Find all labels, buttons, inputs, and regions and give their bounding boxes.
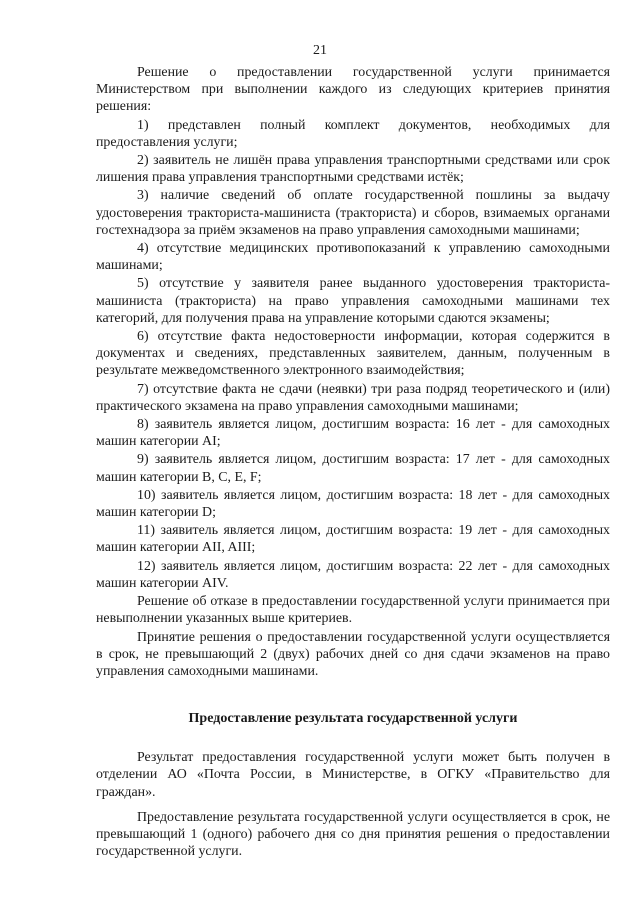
criterion-1: 1) представлен полный комплект документов, необходимых для предоставления услуги; [96, 117, 610, 150]
paragraph-result-term: Предоставление результата государственной услуги осуществляется в срок, не превышающий 1 (одного) рабочего дня со дня принятия решения о предоставлении государственной услуги. [96, 809, 610, 860]
criterion-6: 6) отсутствие факта недостоверности информации, которая содержится в документах и сведениях, представленных заявителем, данным, полученным в результате межведомственного электронного взаимодействия; [96, 329, 610, 379]
page-number: 21 [313, 43, 327, 58]
criterion-8: 8) заявитель является лицом, достигшим возраста: 16 лет - для самоходных машин категории AI; [96, 417, 610, 450]
criterion-3: 3) наличие сведений об оплате государственной пошлины за выдачу удостоверения тракториста-машиниста (тракториста) и сборов, взимаемых органами гостехнадзора за приём экзаменов на право управления самоходными машинами; [96, 188, 610, 238]
criterion-12: 12) заявитель является лицом, достигшим возраста: 22 лет - для самоходных машин категории AIV. [96, 558, 610, 591]
paragraph-result-delivery: Результат предоставления государственной услуги может быть получен в отделении АО «Почта России, в Министерстве, в ОГКУ «Правительство для граждан». [96, 750, 610, 800]
section-title: Предоставление результата государственной услуги [188, 711, 518, 727]
criterion-4: 4) отсутствие медицинских противопоказаний к управлению самоходными машинами; [96, 241, 610, 274]
document-body [96, 64, 610, 860]
criterion-2: 2) заявитель не лишён права управления транспортными средствами или срок лишения права управления транспортными средствами истёк; [96, 153, 610, 186]
criterion-7: 7) отсутствие факта не сдачи (неявки) три раза подряд теоретического и (или) практического экзамена на право управления самоходными машинами; [96, 381, 610, 414]
criterion-10: 10) заявитель является лицом, достигшим возраста: 18 лет - для самоходных машин категории D; [96, 487, 610, 521]
paragraph-intro: Решение о предоставлении государственной услуги принимается Министерством при выполнении каждого из следующих критериев принятия решения: [96, 65, 610, 115]
criterion-5: 5) отсутствие у заявителя ранее выданного удостоверения тракториста-машиниста (тракториста) на право управления самоходными машинами тех категорий, для получения права на управление которыми сдаются экзамены; [96, 276, 610, 326]
criterion-11: 11) заявитель является лицом, достигшим возраста: 19 лет - для самоходных машин категории AII, AIII; [96, 523, 610, 556]
paragraph-decision-term: Принятие решения о предоставлении государственной услуги осуществляется в срок, не превышающий 2 (двух) рабочих дней со дня сдачи экзаменов на право управления самоходными машинами. [96, 629, 610, 679]
paragraph-refusal: Решение об отказе в предоставлении государственной услуги принимается при невыполнении указанных выше критериев. [96, 594, 610, 627]
criterion-9: 9) заявитель является лицом, достигшим возраста: 17 лет - для самоходных машин категории B, C, E, F; [96, 452, 610, 485]
